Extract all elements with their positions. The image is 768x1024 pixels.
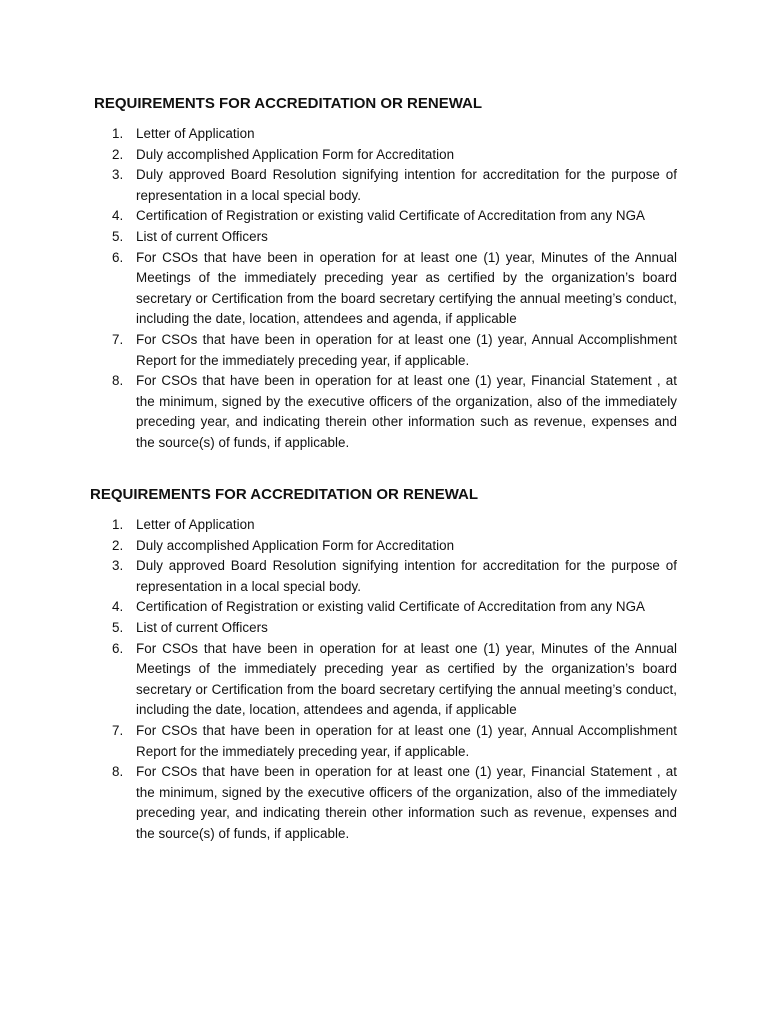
list-item <box>112 227 677 248</box>
item-number: 5. <box>112 619 124 635</box>
list-item <box>112 330 677 371</box>
item-text: Duly accomplished Application Form for Accreditation <box>136 537 455 553</box>
list-item <box>112 206 677 227</box>
list-item <box>112 721 677 762</box>
list-item <box>112 165 677 206</box>
item-text: List of current Officers <box>136 619 268 635</box>
list-item <box>112 371 677 453</box>
list-item <box>112 597 677 618</box>
list-item <box>112 762 677 844</box>
item-text: For CSOs that have been in operation for at least one (1) year, Financial Statement , at the minimum, signed by the executive officers of the organization, also of the immediately preceding year, and indicating therein other information such as revenue, expenses and the source(s) of funds, if applicable. <box>136 373 677 450</box>
item-text: Certification of Registration or existing valid Certificate of Accreditation from any NGA <box>136 208 646 224</box>
requirements-list <box>112 515 677 845</box>
item-text: List of current Officers <box>136 228 268 244</box>
item-text: For CSOs that have been in operation for at least one (1) year, Minutes of the Annual Meetings of the immediately preceding year as certified by the organization’s board secretary or Certification from the board secretary certifying the annual meeting’s conduct, including the date, location, attendees and agenda, if applicable <box>136 640 677 718</box>
item-text: For CSOs that have been in operation for at least one (1) year, Annual Accomplishment Report for the immediately preceding year, if applicable. <box>136 722 677 759</box>
list-item <box>112 536 677 557</box>
item-text: For CSOs that have been in operation for at least one (1) year, Annual Accomplishment Report for the immediately preceding year, if applicable. <box>136 331 677 368</box>
item-number: 3. <box>112 167 124 183</box>
list-item <box>112 515 677 536</box>
list-item <box>112 145 677 166</box>
item-number: 4. <box>112 599 124 615</box>
item-number: 5. <box>112 228 124 244</box>
item-number: 2. <box>112 537 124 553</box>
requirements-section-2 <box>0 485 768 845</box>
item-text: For CSOs that have been in operation for at least one (1) year, Financial Statement , at the minimum, signed by the executive officers of the organization, also of the immediately preceding year, and indicating therein other information such as revenue, expenses and the source(s) of funds, if applicable. <box>136 764 677 841</box>
item-number: 7. <box>112 331 124 347</box>
item-number: 6. <box>112 249 124 265</box>
item-number: 1. <box>112 517 124 532</box>
item-number: 7. <box>112 722 124 738</box>
item-text: Duly approved Board Resolution signifying intention for accreditation for the purpose of representation in a local special body. <box>136 558 677 594</box>
item-number: 1. <box>112 126 124 141</box>
list-item <box>112 556 677 597</box>
list-item <box>112 248 677 330</box>
section-heading: REQUIREMENTS FOR ACCREDITATION OR RENEWAL <box>94 95 483 112</box>
item-text: Duly accomplished Application Form for Accreditation <box>136 146 455 162</box>
section-heading: REQUIREMENTS FOR ACCREDITATION OR RENEWAL <box>90 486 479 503</box>
item-text: For CSOs that have been in operation for at least one (1) year, Minutes of the Annual Meetings of the immediately preceding year as certified by the organization’s board secretary or Certification from the board secretary certifying the annual meeting’s conduct, including the date, location, attendees and agenda, if applicable <box>136 249 677 327</box>
list-item <box>112 618 677 639</box>
item-text: Duly approved Board Resolution signifying intention for accreditation for the purpose of representation in a local special body. <box>136 167 677 203</box>
requirements-list <box>112 124 677 454</box>
item-number: 3. <box>112 558 124 574</box>
item-text: Letter of Application <box>136 126 255 141</box>
item-number: 6. <box>112 640 124 656</box>
item-text: Certification of Registration or existing valid Certificate of Accreditation from any NGA <box>136 599 646 615</box>
item-number: 4. <box>112 208 124 224</box>
list-item <box>112 124 677 145</box>
list-item <box>112 639 677 721</box>
item-text: Letter of Application <box>136 517 255 532</box>
requirements-section-1 <box>0 94 768 454</box>
item-number: 8. <box>112 373 124 389</box>
item-number: 2. <box>112 146 124 162</box>
item-number: 8. <box>112 764 124 780</box>
